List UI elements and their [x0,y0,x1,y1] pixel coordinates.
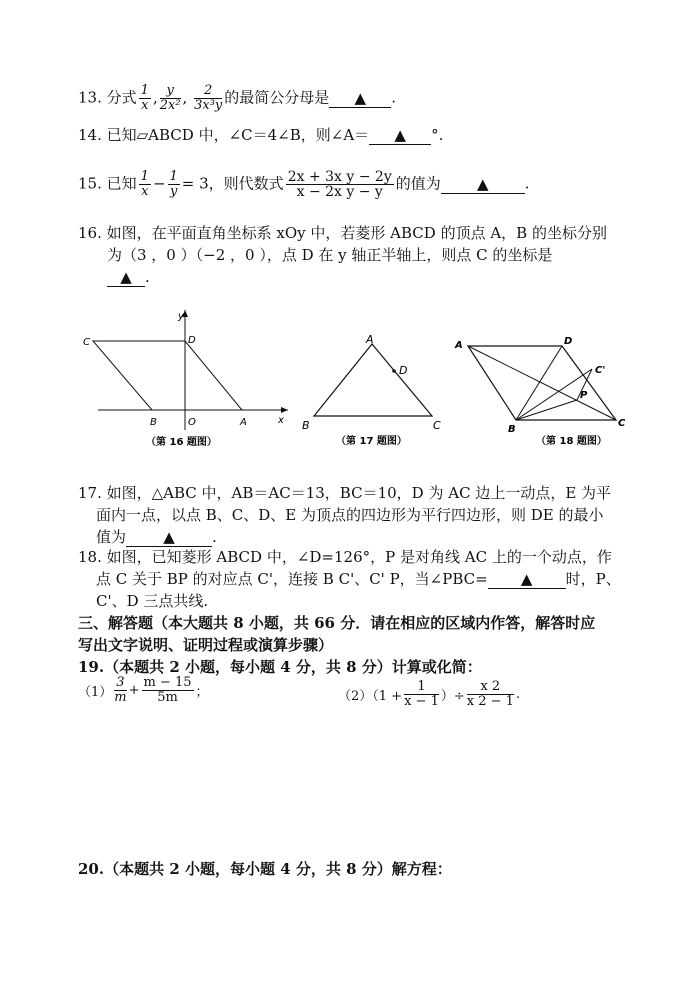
q14-answer-blank: ▲ [369,126,431,145]
label-y: y [178,311,184,322]
question-13: 13. 分式 $\frac{1}{x}$ , $\frac{y}{\text{2x²}}$ , $\frac{2}{\text{3x³y}}$ 的最简公分母是 ▲ . [78,83,397,113]
figure-17-caption: （第 17 题图） [336,436,407,447]
section-3-heading [78,612,595,656]
figure-16-caption: （第 16 题图） [146,437,217,448]
q16-line-2: 为（3 ，0 ）（−2 ，0 ），点 D 在 y 轴正半轴上，则点 C 的坐标是 [107,246,553,264]
segment-bp [516,400,577,420]
q15-answer-blank: ▲ [441,175,525,194]
q13-fraction-1: $\frac{1}{x}$ [140,83,149,113]
figure-18-caption: （第 18 题图） [536,436,607,447]
q19-part-1-plus: + [128,683,140,698]
x-axis-arrow [281,407,288,413]
label-c-prime: C' [595,365,606,376]
q16-number: 16. [78,224,102,242]
question-15 [78,170,530,199]
label-p: P [580,390,588,401]
q13-fraction-2: $\frac{y}{\text{2x²}}$ [159,83,181,113]
q20-heading: 20.（本题共 2 小题，每小题 4 分，共 8 分）解方程： [78,860,452,878]
q19-part-1-fraction-1: $\frac{3}{m}$ [114,675,127,705]
diagonal-bd [516,346,562,420]
q15-fraction-b: $\frac{1}{y}$ [169,169,178,199]
q19-part-2-divide: ）÷ [440,689,465,704]
q15-fraction-a: $\frac{1}{x}$ [140,169,149,199]
question-16 [78,222,607,288]
q17-line-3: 值为 [96,528,127,546]
figure-17 [296,330,456,455]
q16-line-1: 如图，在平面直角坐标系 xOy 中，若菱形 ABCD 的顶点 A，B 的坐标分别 [106,224,607,242]
q15-text: 的值为 [395,174,441,193]
label-x: x [278,415,284,426]
label-c: C [618,418,626,429]
point-d [392,369,396,373]
q17-line-2: 面内一点，以点 B、C、D、E 为顶点的四边形为平行四边形，则 DE 的最小 [96,506,604,524]
q13-number: 13. [78,88,102,107]
section-3-line-2: 写出文字说明、证明过程或演算步骤） [78,636,334,654]
q15-number: 15. [78,174,102,193]
q19-part-2 [338,680,520,709]
q16-end: . [145,268,150,286]
question-20 [78,858,452,880]
diagonal-ac [468,346,616,420]
q19-part-1-end: ； [195,685,209,700]
q13-fraction-3: $\frac{2}{\text{3x³y}}$ [194,83,223,113]
q13-text: 的最简公分母是 [224,88,330,107]
label-d: D [188,335,196,346]
label-a: A [455,340,463,351]
q18-number: 18. [78,548,102,566]
q15-equals-text: = 3，则代数式 [181,174,284,193]
label-b: B [508,424,516,435]
q15-minus: − [152,174,166,193]
question-19 [78,656,482,678]
q17-number: 17. [78,484,102,502]
label-a: A [240,417,247,428]
label-d: D [399,364,408,377]
rhombus-abcd [93,341,242,410]
q19-part-1 [78,676,209,705]
q17-answer-blank: ▲ [126,528,212,547]
q19-part-1-fraction-2: $\frac{m - 15}{5m}$ [143,675,192,705]
q17-line-1: 如图，△ABC 中，AB＝AC＝13，BC＝10，D 为 AC 边上一动点，E 为平 [106,484,612,502]
label-b: B [150,417,157,428]
triangle-abc [314,344,432,416]
q19-part-1-label: （1） [78,685,113,700]
question-14 [78,124,443,146]
label-b: B [302,419,310,432]
q19-part-2-label: （2）（1 + [338,689,403,704]
question-18 [78,546,621,612]
q14-number: 14. [78,126,102,144]
q14-text: 已知▱ABCD 中，∠C＝4∠B，则∠A＝ [106,126,370,144]
q19-part-2-fraction-1: $\frac{1}{x - 1}$ [404,679,439,709]
q17-end: . [212,528,217,546]
label-c: C [83,337,90,348]
q15-end: . [524,174,530,193]
q18-line-2: 点 C 关于 BP 的对应点 C'，连接 B C'、C' P，当∠PBC= [96,570,488,588]
q13-answer-blank: ▲ [329,89,391,108]
label-a: A [366,333,374,346]
section-3-line-1: 三、解答题（本大题共 8 小题，共 66 分．请在相应的区域内作答，解答时应 [78,614,596,632]
q19-part-2-fraction-2: $\frac{x 2}{x 2 - 1}$ [466,679,514,709]
q18-answer-blank: ▲ [488,570,566,589]
q15-prefix: 已知 [106,174,137,193]
label-o: O [188,417,196,428]
figure-18 [452,332,642,452]
q13-prefix: 分式 [106,88,137,107]
q13-end: . [391,88,397,107]
label-c: C [433,419,441,432]
question-17 [78,482,611,548]
q15-expression: $\frac{\text{2x + 3x y − 2y}}{\text{x − 2x y − y}}$ [287,169,392,200]
q16-answer-blank: ▲ [107,268,145,287]
q19-heading: 19.（本题共 2 小题，每小题 4 分，共 8 分）计算或化简： [78,658,482,676]
q18-line-3: C'、D 三点共线. [96,592,209,610]
label-d: D [564,336,573,347]
q19-part-2-end: . [515,687,521,702]
q18-line-1: 如图，已知菱形 ABCD 中，∠D=126°，P 是对角线 AC 上的一个动点，作 [106,548,612,566]
figure-16 [78,305,293,455]
q18-line-2-end: 时，P、 [565,570,621,588]
q14-end: °. [431,126,444,144]
